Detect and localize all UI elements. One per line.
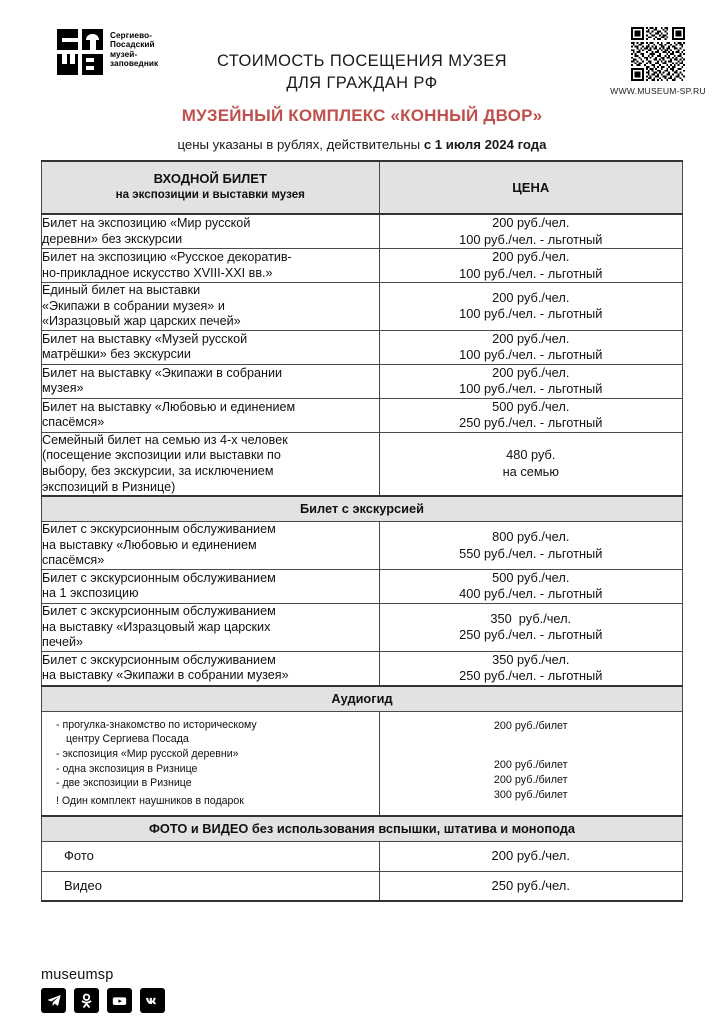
price-line: 480 руб. [506, 447, 556, 463]
row-description [42, 522, 380, 570]
price-table [41, 160, 683, 902]
header-cell-ticket [42, 161, 380, 214]
price-line: 200 руб./чел. [492, 249, 570, 264]
row-description [42, 432, 380, 496]
telegram-icon[interactable] [41, 988, 66, 1013]
price-line: 100 руб./чел. - льготный [459, 306, 603, 322]
page-footer [41, 967, 165, 1013]
desc-line: Билет на выставку «Музей русской [42, 331, 248, 346]
desc-line: музея» [42, 381, 84, 396]
header-ticket-sub: на экспозиции и выставки музея [115, 188, 305, 201]
audioguide-items [42, 711, 380, 816]
price-line: 800 руб./чел. [492, 529, 570, 545]
desc-line: на выставку «Любовью и единением [42, 537, 257, 552]
price-line: 250 руб./чел. - льготный [459, 415, 603, 431]
price-line: 200 руб./чел. [492, 289, 570, 305]
youtube-icon[interactable] [107, 988, 132, 1013]
row-price [379, 569, 682, 603]
audio-note: ! Один комплект наушников в подарок [56, 794, 244, 807]
vkontakte-icon[interactable] [140, 988, 165, 1013]
table-row [42, 249, 683, 283]
audioguide-prices [379, 711, 682, 816]
validity-note [0, 137, 724, 152]
row-price [379, 432, 682, 496]
price-line: 100 руб./чел. - льготный [459, 265, 603, 281]
desc-line: спасёмся» [42, 415, 105, 430]
complex-name: МУЗЕЙНЫЙ КОМПЛЕКС «КОННЫЙ ДВОР» [181, 106, 543, 125]
table-row [42, 651, 683, 686]
table-row [42, 330, 683, 364]
row-price [379, 330, 682, 364]
desc-line: матрёшки» без экскурсии [42, 347, 191, 362]
desc-line: на выставку «Изразцовый жар царских [42, 619, 271, 634]
table-row [42, 364, 683, 398]
row-price [379, 651, 682, 686]
desc-line: но-прикладное искусство XVIII-XXI вв.» [42, 265, 273, 280]
social-links [41, 988, 165, 1013]
row-price: 200 руб./чел. [379, 842, 682, 872]
desc-line: выбору, без экскурсии, за исключением [42, 463, 274, 478]
table-row [42, 283, 683, 331]
desc-line: Билет с экскурсионным обслуживанием [42, 652, 276, 667]
desc-line: экспозиций в Ризнице) [42, 479, 176, 494]
row-description [42, 398, 380, 432]
section-label: Билет с экскурсией [42, 496, 683, 522]
qr-block [607, 27, 709, 96]
price-line: 100 руб./чел. - льготный [459, 381, 603, 397]
validity-note-date: с 1 июля 2024 года [423, 137, 547, 152]
desc-line: (посещение экспозиции или выставки по [42, 448, 281, 463]
row-price [379, 364, 682, 398]
desc-line: Билет с экскурсионным обслуживанием [42, 522, 276, 537]
page-header [0, 0, 724, 150]
price-line: 100 руб./чел. - льготный [459, 347, 603, 363]
title-line-1: СТОИМОСТЬ ПОСЕЩЕНИЯ МУЗЕЯ [217, 52, 507, 70]
price-line: 200 руб./чел. [492, 215, 570, 230]
price-line: 550 руб./чел. - льготный [459, 545, 603, 561]
website-url[interactable]: WWW.MUSEUM-SP.RU [610, 86, 706, 96]
row-description [42, 364, 380, 398]
price-line: 200 руб./чел. [492, 330, 570, 346]
price-line: 350 руб./чел. [492, 651, 570, 667]
row-price [379, 283, 682, 331]
desc-line: Единый билет на выставки [42, 283, 201, 297]
desc-line: на выставку «Экипажи в собрании музея» [42, 668, 289, 683]
price-line: на семью [502, 463, 559, 479]
table-row [42, 214, 683, 249]
row-description: Фото [42, 842, 380, 872]
title-line-2: ДЛЯ ГРАЖДАН РФ [286, 74, 438, 92]
section-header-audioguide [42, 686, 683, 712]
table-row [42, 432, 683, 496]
row-description [42, 603, 380, 651]
desc-line: Билет с экскурсионным обслуживанием [42, 603, 276, 618]
logo-line-1: Сергиево- [110, 31, 153, 40]
desc-line: спасёмся» [42, 553, 105, 568]
desc-line: деревни» без экскурсии [42, 231, 183, 246]
logo-line-2: Посадский [110, 40, 155, 50]
price-line: 300 руб./билет [493, 788, 568, 801]
row-price: 250 руб./чел. [379, 871, 682, 901]
row-description: Видео [42, 871, 380, 901]
row-description [42, 569, 380, 603]
price-line: 350 руб./чел. [490, 610, 572, 626]
row-description [42, 651, 380, 686]
row-price [379, 522, 682, 570]
desc-line: «Экипажи в собрании музея» и [42, 298, 225, 313]
header-ticket-title: ВХОДНОЙ БИЛЕТ [153, 171, 267, 186]
desc-line: Билет с экскурсионным обслуживанием [42, 570, 276, 585]
table-header-row [42, 161, 683, 214]
audio-item: центру Сергиева Посада [66, 733, 189, 746]
social-handle: museumsp [41, 967, 114, 983]
audio-item: - экспозиция «Мир русской деревни» [56, 747, 239, 760]
audio-item: - одна экспозиция в Ризнице [56, 762, 198, 775]
row-price [379, 603, 682, 651]
table-row [42, 871, 683, 901]
desc-line: Билет на выставку «Экипажи в собрании [42, 365, 283, 380]
validity-note-plain: цены указаны в рублях, действительны [177, 137, 424, 152]
table-row [42, 603, 683, 651]
row-price [379, 214, 682, 249]
desc-line: печей» [42, 635, 84, 650]
price-line: 500 руб./чел. [492, 398, 570, 414]
logo-line-3: музей- [110, 49, 138, 59]
desc-line: Билет на экспозицию «Мир русской [42, 215, 251, 230]
price-line: 200 руб./билет [493, 759, 568, 772]
row-description [42, 330, 380, 364]
price-line: 100 руб./чел. - льготный [459, 231, 603, 247]
row-price [379, 398, 682, 432]
table-row [42, 842, 683, 872]
desc-line: на 1 экспозицию [42, 586, 139, 601]
desc-line: «Изразцовый жар царских печей» [42, 314, 241, 329]
section-label: ФОТО и ВИДЕО без использования вспышки, штатива и монопода [42, 816, 683, 842]
section-header-excursion [42, 496, 683, 522]
price-line: 200 руб./чел. [492, 364, 570, 380]
table-row [42, 522, 683, 570]
audio-item: - две экспозиции в Ризнице [56, 777, 192, 790]
audioguide-row [42, 711, 683, 816]
row-description [42, 283, 380, 331]
price-line: 400 руб./чел. - льготный [459, 586, 603, 602]
logo-line-4: заповедник [110, 59, 159, 69]
audio-item: - прогулка-знакомство по историческому [56, 718, 257, 731]
desc-line: Семейный билет на семью из 4-х человек [42, 432, 288, 447]
price-line: 500 руб./чел. [492, 569, 570, 585]
table-row [42, 398, 683, 432]
section-header-photo-video [42, 816, 683, 842]
row-price [379, 249, 682, 283]
price-line: 250 руб./чел. - льготный [459, 627, 603, 643]
price-line: 200 руб./билет [493, 773, 568, 786]
price-line: 250 руб./чел. - льготный [459, 668, 603, 684]
odnoklassniki-icon[interactable] [74, 988, 99, 1013]
table-row [42, 569, 683, 603]
row-description [42, 249, 380, 283]
desc-line: Билет на экспозицию «Русское декоратив- [42, 249, 292, 264]
section-label: Аудиогид [42, 686, 683, 712]
qr-code-icon[interactable] [631, 27, 685, 81]
desc-line: Билет на выставку «Любовью и единением [42, 399, 296, 414]
price-line: 200 руб./билет [493, 719, 568, 732]
row-description [42, 214, 380, 249]
header-cell-price: ЦЕНА [379, 161, 682, 214]
